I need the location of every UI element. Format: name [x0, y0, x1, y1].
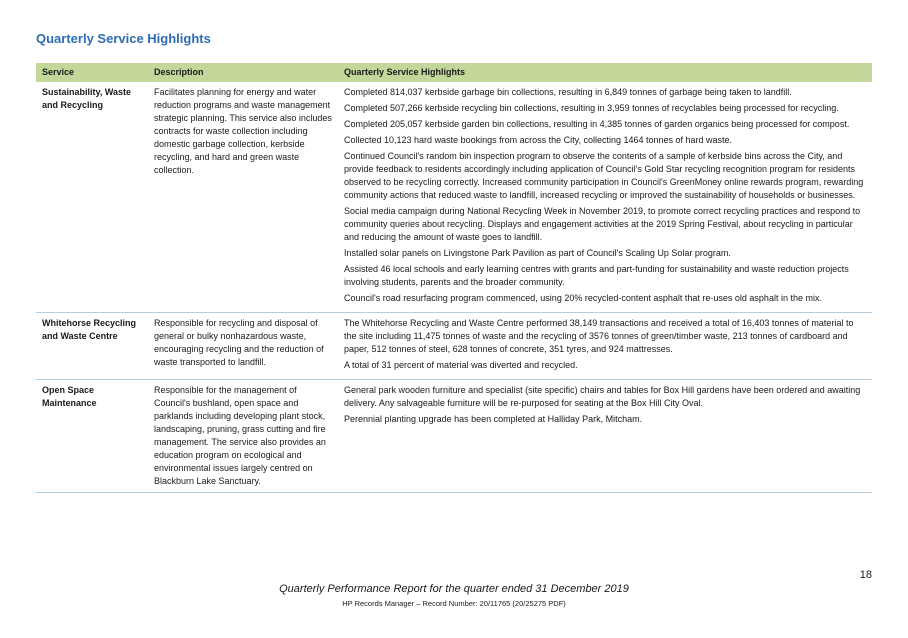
service-description: Responsible for recycling and disposal of general or bulky nonhazardous waste, encouraging recycling and the reduction of waste transported to landfill. [148, 313, 338, 380]
highlight-item: Assisted 46 local schools and early learning centres with grants and part-funding for sustainability and waste reduction projects involving students, parents and the broader community. [344, 264, 849, 287]
service-description: Responsible for the management of Council's bushland, open space and parklands including developing plant stock, landscaping, pruning, grass cutting and fire management. The service also provides an education program on ecological and environmental issues largely centred on Blackburn Lake Sanctuary. [148, 380, 338, 493]
highlight-item: The Whitehorse Recycling and Waste Centre performed 38,149 transactions and received a total of 16,403 tonnes of material to the site including 11,475 tonnes of waste and the recycling of 3576 tonnes of green/timber waste, 213 tonnes of cardboard and paper, 512 tonnes of steel, 628 tonnes of concrete, 351 tyres, and 924 mattresses. [344, 318, 854, 354]
column-header-description: Description [148, 63, 338, 82]
highlight-item: Social media campaign during National Recycling Week in November 2019, to promote correct recycling practices and respond to community queries about recycling. Displays and engagement activities at the 2019 Spring Festival, about recycling in particular and reducing the amount of waste goes to landfill. [344, 206, 861, 242]
service-highlights [338, 82, 872, 313]
highlight-item: Continued Council's random bin inspection program to observe the contents of a sample of kerbside bins across the City, and provide feedback to residents accordingly including application of Council's Gold Star recycling recognition program for residents observed to be recycling correctly. Increased community participation in Council's GreenMoney online rewards program, rewarding community actions that reduced waste to landfill, increased recycling or improved the sustainability of households or businesses. [344, 151, 864, 200]
service-highlights-table [36, 63, 872, 493]
highlight-item: A total of 31 percent of material was diverted and recycled. [344, 360, 578, 370]
table-row [36, 313, 872, 380]
service-name: Open Space Maintenance [36, 380, 148, 493]
column-header-highlights: Quarterly Service Highlights [338, 63, 872, 82]
table-row [36, 380, 872, 493]
service-highlights [338, 380, 872, 493]
table-row [36, 82, 872, 313]
highlight-item: Completed 507,266 kerbside recycling bin collections, resulting in 3,959 tonnes of recyclables being processed for recycling. [344, 103, 839, 113]
highlight-item: Installed solar panels on Livingstone Park Pavilion as part of Council's Scaling Up Solar program. [344, 248, 731, 258]
column-header-service: Service [36, 63, 148, 82]
table-header-row [36, 63, 872, 82]
highlight-item: General park wooden furniture and specialist (site specific) chairs and tables for Box Hill gardens have been ordered and awaiting delivery. Any salvageable furniture will be re-purposed for seating at the Box Hill City Oval. [344, 385, 861, 408]
service-name: Sustainability, Waste and Recycling [36, 82, 148, 313]
page-number: 18 [859, 569, 872, 581]
service-name: Whitehorse Recycling and Waste Centre [36, 313, 148, 380]
record-number: HP Records Manager – Record Number: 20/11765 (20/25275 PDF) [342, 599, 566, 608]
service-description: Facilitates planning for energy and water reduction programs and waste management strategic planning. This service also includes contracts for waste collection including domestic garbage collection, kerbside recycling, and hard and green waste collection. [148, 82, 338, 313]
highlight-item: Council's road resurfacing program commenced, using 20% recycled-content asphalt that re-uses old asphalt in the mix. [344, 293, 822, 303]
service-highlights [338, 313, 872, 380]
page-title: Quarterly Service Highlights [36, 31, 211, 46]
highlight-item: Completed 205,057 kerbside garden bin collections, resulting in 4,385 tonnes of garden organics being processed for compost. [344, 119, 850, 129]
highlight-item: Completed 814,037 kerbside garbage bin collections, resulting in 6,849 tonnes of garbage being taken to landfill. [344, 87, 792, 97]
report-title: Quarterly Performance Report for the quarter ended 31 December 2019 [279, 583, 629, 595]
highlight-item: Collected 10,123 hard waste bookings from across the City, collecting 1464 tonnes of hard waste. [344, 135, 733, 145]
highlight-item: Perennial planting upgrade has been completed at Halliday Park, Mitcham. [344, 414, 643, 424]
